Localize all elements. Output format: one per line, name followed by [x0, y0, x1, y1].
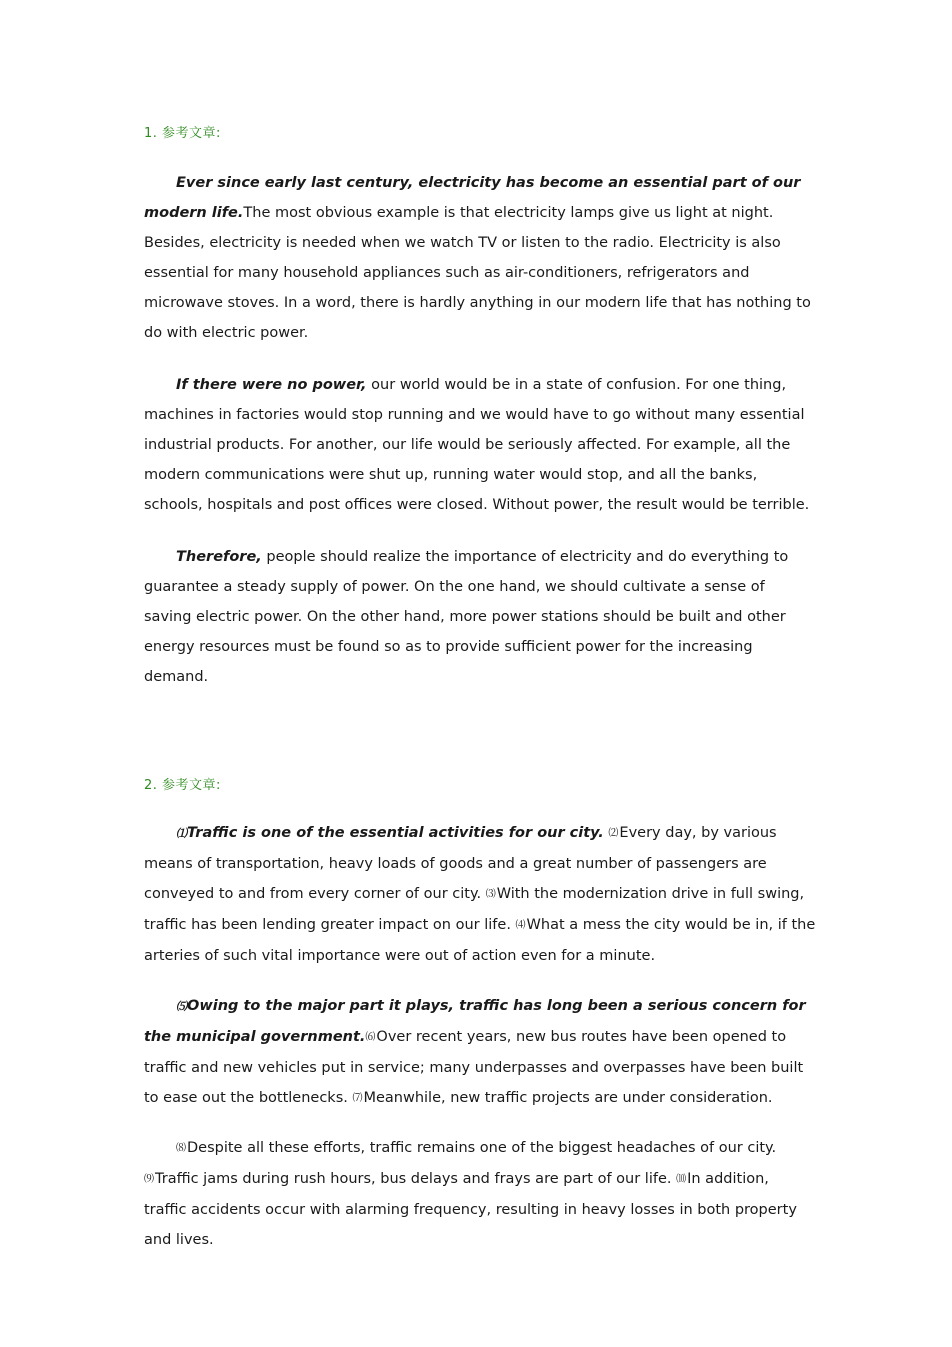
sentence-text: Over recent years, new bus routes have been opened to traffic and new vehicles put in service; many underpasses and overpasses have been built to ease out the bottlenecks. [144, 1029, 804, 1106]
sentence-number: ⑸ [176, 1000, 187, 1013]
sentence-number: ⑹ [365, 1032, 376, 1043]
sentence-number: ⑻ [176, 1143, 186, 1154]
sentence-text: What a mess the city would be in, if the arteries of such vital importance were out of action even for a minute. [144, 917, 816, 964]
section-2-heading: 2. 参考文章: [144, 778, 221, 793]
paragraph-lead-sentence: Traffic is one of the essential activities for our city. [187, 825, 604, 841]
paragraph-lead-sentence: Therefore, [176, 549, 262, 565]
paragraph-lead-sentence: Ever since early last century, electricity has become an essential part of our modern life. [144, 175, 801, 221]
section-1-heading: 1. 参考文章: [144, 126, 221, 141]
paragraph-lead-sentence: Owing to the major part it plays, traffic has long been a serious concern for the municipal government. [144, 998, 806, 1045]
sentence-text: With the modernization drive in full swing, traffic has been lending greater impact on our life. [144, 886, 805, 933]
paragraph-body: The most obvious example is that electricity lamps give us light at night. Besides, electricity is needed when we watch TV or listen to the radio. Electricity is also essential for many household appliances such as air-conditioners, refrigerators and microwave stoves. In a word, there is hardly anything in our modern life that has nothing to do with electric power. [144, 205, 811, 341]
sentence-text: Meanwhile, new traffic projects are under consideration. [363, 1090, 773, 1106]
paragraph-body: our world would be in a state of confusion. For one thing, machines in factories would stop running and we would have to go without many essential industrial products. For another, our life would be seriously affected. For example, all the modern communications were shut up, running water would stop, and all the banks, schools, hospitals and post offices were closed. Without power, the result would be terrible. [144, 377, 810, 513]
sentence-number: ⑷ [515, 920, 526, 931]
sentence-number: ⑴ [176, 827, 187, 840]
section-2-paragraph-3 [144, 1133, 816, 1255]
sentence-text: In addition, traffic accidents occur with alarming frequency, resulting in heavy losses in both property and lives. [144, 1171, 797, 1248]
sentence-number: ⑵ [608, 828, 619, 839]
paragraph-body: people should realize the importance of electricity and do everything to guarantee a steady supply of power. On the one hand, we should cultivate a sense of saving electric power. On the other hand, more power stations should be built and other energy resources must be found so as to provide sufficient power for the increasing demand. [144, 549, 789, 685]
section-1-paragraph-3 [144, 542, 816, 692]
sentence-text: Despite all these efforts, traffic remains one of the biggest headaches of our city. [187, 1140, 777, 1156]
sentence-number: ⑽ [676, 1174, 687, 1185]
paragraph-lead-sentence: If there were no power, [176, 377, 367, 393]
sentence-text: Every day, by various means of transportation, heavy loads of goods and a great number of passengers are conveyed to and from every corner of our city. [144, 825, 777, 902]
section-1-paragraph-1 [144, 168, 816, 348]
sentence-number: ⑺ [352, 1093, 363, 1104]
section-2-paragraph-1 [144, 818, 816, 971]
section-2-paragraph-2 [144, 991, 816, 1114]
sentence-number: ⑼ [144, 1174, 154, 1185]
section-1-paragraph-2 [144, 370, 816, 520]
sentence-text: Traffic jams during rush hours, bus delays and frays are part of our life. [155, 1171, 677, 1187]
sentence-number: ⑶ [485, 889, 496, 900]
